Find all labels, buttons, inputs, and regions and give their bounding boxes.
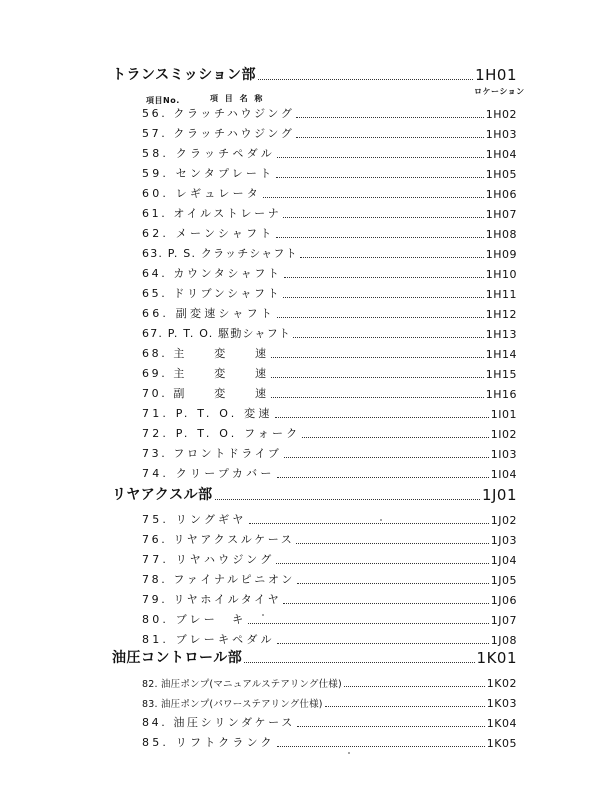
- leader-dots: [271, 357, 484, 358]
- location-code: 1H06: [485, 188, 517, 201]
- leader-dots: [283, 297, 483, 298]
- location-code: 1K01: [476, 649, 517, 667]
- index-row: [142, 627, 517, 647]
- item-label: 83. 油圧ポンプ(パワーステアリング仕様): [142, 699, 323, 710]
- item-label: 85. リフトクランク: [142, 736, 275, 749]
- leader-dots: [284, 277, 484, 278]
- item-label: 72. P. T. O. フォーク: [142, 427, 301, 440]
- item-label: 68. 主 変 速: [142, 347, 269, 360]
- location-code: 1H01: [475, 66, 517, 84]
- index-row: [142, 121, 517, 141]
- leader-dots: [296, 117, 483, 118]
- section-title: 油圧コントロール部: [112, 650, 243, 666]
- item-label: 74. クリープカバー: [142, 467, 275, 480]
- scan-speck: [262, 614, 264, 616]
- index-row: [142, 401, 517, 421]
- leader-dots: [271, 397, 484, 398]
- location-code: 1I01: [490, 408, 517, 421]
- location-code: 1H08: [485, 228, 517, 241]
- item-label: 75. リングギヤ: [142, 513, 247, 526]
- location-code: 1K03: [486, 697, 517, 710]
- location-code: 1H12: [485, 308, 517, 321]
- leader-dots: [283, 217, 483, 218]
- leader-dots: [271, 377, 484, 378]
- index-row: [142, 161, 517, 181]
- leader-dots: [297, 583, 489, 584]
- location-code: 1H07: [485, 208, 517, 221]
- location-code: 1H02: [485, 108, 517, 121]
- location-code: 1J05: [490, 574, 517, 587]
- index-row: [142, 441, 517, 461]
- location-code: 1H16: [485, 388, 517, 401]
- item-label: 56. クラッチハウジング: [142, 107, 295, 120]
- location-code: 1J06: [490, 594, 517, 607]
- leader-dots: [277, 643, 489, 644]
- index-row: [142, 587, 517, 607]
- location-code: 1K05: [486, 737, 517, 750]
- index-row: [142, 101, 517, 121]
- index-row: [142, 527, 517, 547]
- index-row: [142, 221, 517, 241]
- item-label: 64. カウンタシャフト: [142, 267, 282, 280]
- index-row: [142, 281, 517, 301]
- index-row: [142, 381, 517, 401]
- index-row: [142, 607, 517, 627]
- location-code: 1J08: [490, 634, 517, 647]
- leader-dots: [258, 79, 473, 80]
- leader-dots: [302, 437, 488, 438]
- leader-dots: [300, 257, 484, 258]
- index-row: [142, 547, 517, 567]
- section-heading-rear-axle: [112, 484, 517, 504]
- item-label: 66. 副変速シャフト: [142, 307, 275, 320]
- item-label: 77. リヤハウジング: [142, 553, 275, 566]
- leader-dots: [275, 417, 489, 418]
- location-code: 1H04: [485, 148, 517, 161]
- leader-dots: [249, 523, 489, 524]
- item-label: 65. ドリブンシャフト: [142, 287, 282, 300]
- location-code: 1J07: [490, 614, 517, 627]
- location-code: 1H10: [485, 268, 517, 281]
- item-label: 59. センタプレート: [142, 167, 275, 180]
- location-code: 1K04: [486, 717, 517, 730]
- item-label: 58. クラッチペダル: [142, 147, 275, 160]
- leader-dots: [325, 706, 485, 707]
- scan-speck: [380, 519, 382, 521]
- index-row: [142, 421, 517, 441]
- item-label: 62. メーンシャフト: [142, 227, 275, 240]
- location-code: 1I02: [490, 428, 517, 441]
- item-label: 60. レギュレータ: [142, 187, 261, 200]
- leader-dots: [283, 603, 488, 604]
- location-code: 1J02: [490, 514, 517, 527]
- item-label: 73. フロントドライブ: [142, 447, 282, 460]
- section-heading-hydraulic: [112, 647, 517, 667]
- item-label: 82. 油圧ポンプ(マニュアルステアリング仕様): [142, 679, 342, 690]
- leader-dots: [277, 317, 484, 318]
- leader-dots: [263, 197, 484, 198]
- item-label: 57. クラッチハウジング: [142, 127, 295, 140]
- item-label: 61. オイルストレーナ: [142, 207, 282, 220]
- leader-dots: [276, 563, 488, 564]
- section-heading-transmission: [112, 64, 517, 84]
- column-header-location: ロケーション: [474, 87, 525, 96]
- location-code: 1I04: [490, 468, 517, 481]
- column-header-item-name: 項 目 名 称: [210, 94, 265, 103]
- location-code: 1H05: [485, 168, 517, 181]
- index-row: [142, 181, 517, 201]
- leader-dots: [293, 337, 484, 338]
- scan-speck: [348, 752, 350, 754]
- index-row: [142, 507, 517, 527]
- index-row: [142, 261, 517, 281]
- index-row: [142, 201, 517, 221]
- index-row: [142, 670, 517, 690]
- item-label: 76. リヤアクスルケース: [142, 533, 295, 546]
- location-code: 1H15: [485, 368, 517, 381]
- leader-dots: [297, 726, 485, 727]
- item-label: 67. P. T. O. 駆動シャフト: [142, 327, 292, 340]
- item-label: 69. 主 変 速: [142, 367, 269, 380]
- index-row: [142, 241, 517, 261]
- index-row: [142, 301, 517, 321]
- item-label: 78. ファイナルピニオン: [142, 573, 296, 586]
- leader-dots: [344, 686, 485, 687]
- leader-dots: [215, 499, 480, 500]
- leader-dots: [244, 662, 474, 663]
- location-code: 1H14: [485, 348, 517, 361]
- location-code: 1J03: [490, 534, 517, 547]
- leader-dots: [276, 177, 483, 178]
- leader-dots: [296, 137, 483, 138]
- item-label: 80. ブレー キ: [142, 613, 247, 626]
- leader-dots: [276, 237, 483, 238]
- location-code: 1H03: [485, 128, 517, 141]
- item-label: 71. P. T. O. 変速: [142, 407, 273, 420]
- index-row: [142, 361, 517, 381]
- leader-dots: [277, 746, 485, 747]
- location-code: 1I03: [490, 448, 517, 461]
- leader-dots: [277, 157, 484, 158]
- item-label: 63. P. S. クラッチシャフト: [142, 247, 298, 260]
- column-header-item-no: 項目No.: [146, 96, 180, 105]
- location-code: 1H11: [485, 288, 517, 301]
- index-row: [142, 690, 517, 710]
- leader-dots: [296, 543, 488, 544]
- location-code: 1H13: [485, 328, 517, 341]
- index-row: [142, 341, 517, 361]
- location-code: 1J01: [481, 486, 517, 504]
- location-code: 1H09: [485, 248, 517, 261]
- index-row: [142, 461, 517, 481]
- item-label: 84. 油圧シリンダケース: [142, 716, 295, 729]
- leader-dots: [248, 623, 488, 624]
- leader-dots: [284, 457, 489, 458]
- location-code: 1J04: [490, 554, 517, 567]
- item-label: 81. ブレーキペダル: [142, 633, 275, 646]
- leader-dots: [277, 477, 489, 478]
- section-title: トランスミッション部: [112, 67, 257, 83]
- location-code: 1K02: [486, 677, 517, 690]
- section-title: リヤアクスル部: [112, 487, 213, 503]
- index-row: [142, 730, 517, 750]
- index-row: [142, 567, 517, 587]
- index-row: [142, 321, 517, 341]
- item-label: 79. リヤホイルタイヤ: [142, 593, 282, 606]
- index-row: [142, 710, 517, 730]
- item-label: 70. 副 変 速: [142, 387, 269, 400]
- index-row: [142, 141, 517, 161]
